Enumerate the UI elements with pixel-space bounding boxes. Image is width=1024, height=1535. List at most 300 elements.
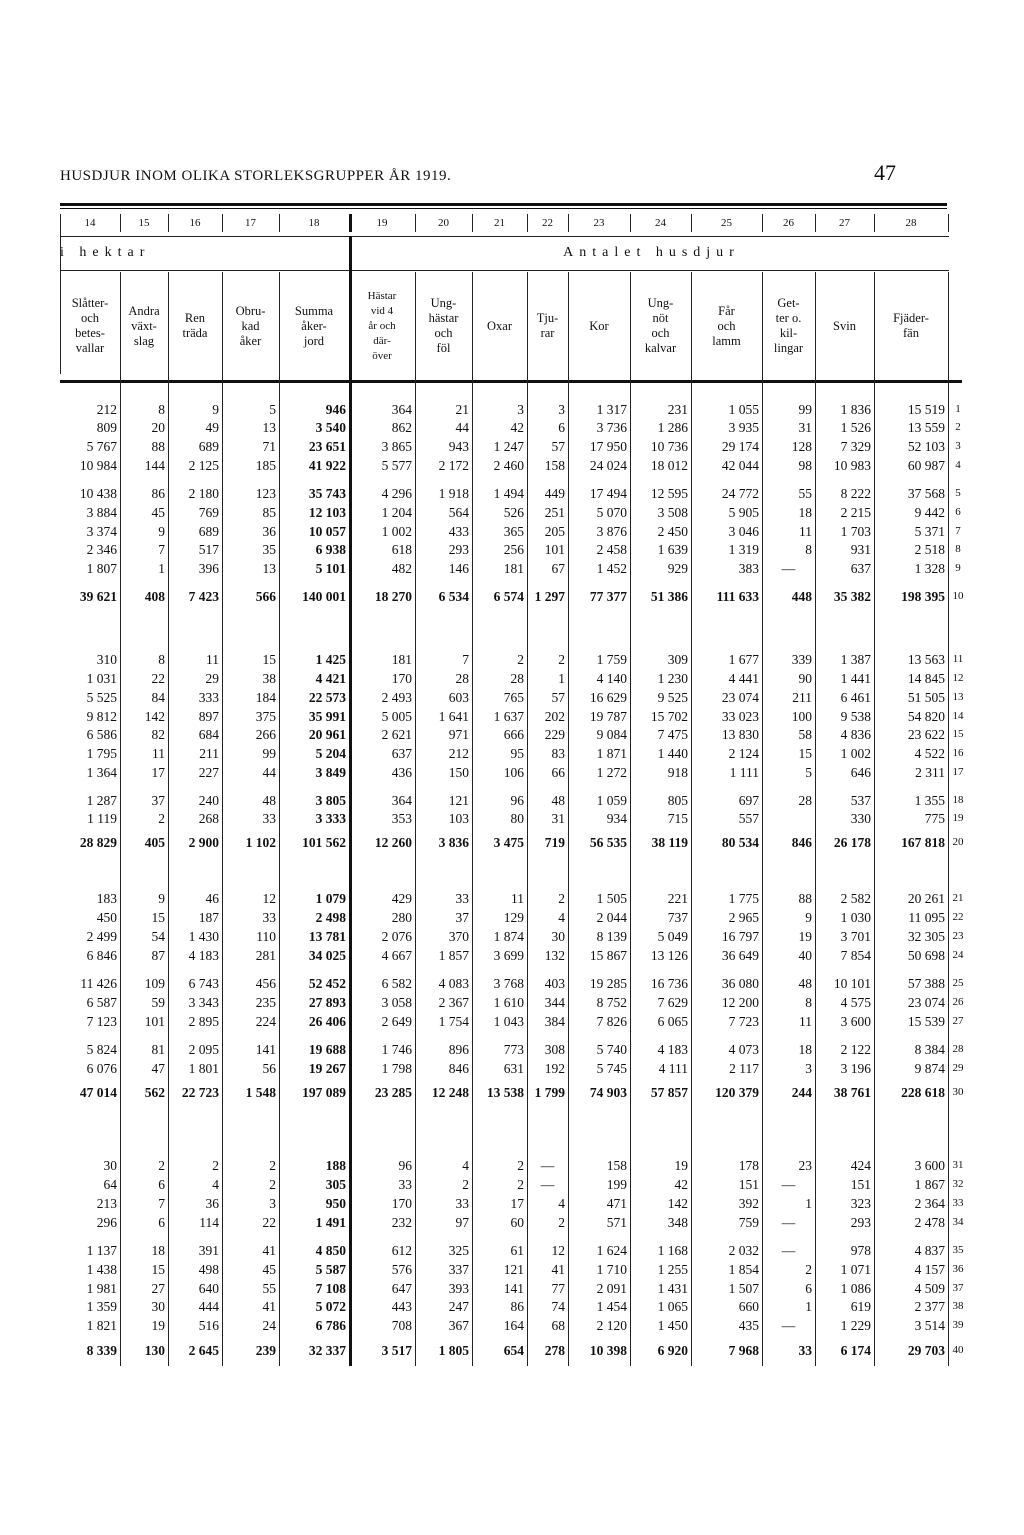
table-cell: 557 <box>738 811 759 826</box>
table-cell: 10 984 <box>79 458 117 473</box>
table-cell: 8 <box>158 652 165 667</box>
table-cell: 17 <box>151 765 165 780</box>
table-cell: 6 <box>805 1281 812 1296</box>
table-cell: 10 101 <box>833 976 871 991</box>
table-cell: 1 <box>558 671 565 686</box>
table-cell: 36 649 <box>721 948 759 963</box>
table-cell: 571 <box>606 1215 627 1230</box>
table-cell: 23 651 <box>308 439 346 454</box>
table-cell: 339 <box>791 652 812 667</box>
table-cell: 110 <box>256 929 276 944</box>
table-cell: 19 285 <box>589 976 627 991</box>
table-cell: 5 101 <box>315 561 346 576</box>
table-cell: 121 <box>448 793 469 808</box>
table-cell: 375 <box>255 709 276 724</box>
row-number: 27 <box>952 1015 964 1027</box>
table-cell: 32 337 <box>308 1343 346 1358</box>
page-number: 47 <box>874 160 896 185</box>
column-rule <box>527 214 528 232</box>
table-cell: 1 204 <box>381 505 412 520</box>
table-cell: 3 046 <box>728 524 759 539</box>
table-cell: 17 494 <box>589 486 627 501</box>
row-number: 36 <box>952 1263 964 1275</box>
table-cell: 1 430 <box>188 929 219 944</box>
table-cell: 205 <box>544 524 565 539</box>
table-cell: — <box>781 1215 796 1230</box>
table-cell: 6 846 <box>86 948 117 963</box>
header-bottom-rule <box>60 380 962 383</box>
table-cell: 1 703 <box>840 524 871 539</box>
table-cell: 2 900 <box>188 835 219 850</box>
table-cell: 38 761 <box>833 1085 871 1100</box>
table-cell: 1 639 <box>657 542 688 557</box>
column-rule <box>120 214 121 232</box>
table-cell: 42 044 <box>721 458 759 473</box>
table-cell: 5 767 <box>86 439 117 454</box>
table-cell: 8 <box>805 542 812 557</box>
table-cell: 637 <box>391 746 412 761</box>
table-cell: 40 <box>798 948 812 963</box>
table-cell: 846 <box>448 1061 469 1076</box>
table-cell: 4 157 <box>914 1262 945 1277</box>
table-row <box>0 1260 1024 1279</box>
table-row <box>0 522 1024 541</box>
table-row <box>0 1316 1024 1335</box>
table-cell: 185 <box>255 458 276 473</box>
row-number: 15 <box>952 728 964 740</box>
table-cell: 60 <box>510 1215 524 1230</box>
table-cell: 13 563 <box>907 652 945 667</box>
table-cell: 1 624 <box>596 1243 627 1258</box>
column-number: 18 <box>308 217 320 229</box>
table-cell: 7 723 <box>728 1014 759 1029</box>
table-cell: 2 <box>158 811 165 826</box>
table-cell: 23 074 <box>907 995 945 1010</box>
table-cell: 61 <box>510 1243 524 1258</box>
table-cell: 2 498 <box>315 910 346 925</box>
table-cell: 12 <box>551 1243 565 1258</box>
table-cell: 1 043 <box>493 1014 524 1029</box>
table-cell: 433 <box>448 524 469 539</box>
table-cell: 95 <box>510 746 524 761</box>
table-cell: 2 120 <box>596 1318 627 1333</box>
table-cell: 2 125 <box>188 458 219 473</box>
table-cell: 28 <box>798 793 812 808</box>
table-cell: 1 491 <box>315 1215 346 1230</box>
table-cell: 403 <box>544 976 565 991</box>
table-row <box>0 650 1024 669</box>
table-cell: — <box>781 1318 796 1333</box>
table-cell: 353 <box>391 811 412 826</box>
table-cell: — <box>781 1177 796 1192</box>
table-cell: 1 286 <box>657 420 688 435</box>
table-cell: 121 <box>503 1262 524 1277</box>
table-cell: 384 <box>544 1014 565 1029</box>
table-cell: 1 255 <box>657 1262 688 1277</box>
table-cell: 684 <box>198 727 219 742</box>
table-cell: 5 905 <box>728 505 759 520</box>
table-cell: 6 076 <box>86 1061 117 1076</box>
table-cell: 11 095 <box>908 910 945 925</box>
column-rule <box>60 214 61 374</box>
table-cell: 19 <box>798 929 812 944</box>
table-cell: 2 895 <box>188 1014 219 1029</box>
table-cell: 123 <box>255 486 276 501</box>
table-cell: 33 023 <box>721 709 759 724</box>
row-number: 34 <box>952 1216 964 1228</box>
table-cell: 202 <box>544 709 565 724</box>
table-cell: 22 <box>151 671 165 686</box>
table-cell: 24 024 <box>589 458 627 473</box>
table-cell: — <box>540 1158 555 1173</box>
table-cell: 15 <box>151 910 165 925</box>
table-cell: 256 <box>503 542 524 557</box>
table-row <box>0 993 1024 1012</box>
table-cell: 2 124 <box>728 746 759 761</box>
column-rule <box>948 214 949 232</box>
table-cell: 897 <box>198 709 219 724</box>
column-header: Tju- rar <box>536 311 559 340</box>
table-cell: 330 <box>850 811 871 826</box>
table-cell: 27 893 <box>308 995 346 1010</box>
table-cell: 3 600 <box>914 1158 945 1173</box>
table-row <box>0 763 1024 782</box>
table-cell: 32 305 <box>907 929 945 944</box>
row-number: 7 <box>955 525 961 537</box>
column-rule <box>472 214 473 232</box>
table-cell: 13 126 <box>650 948 688 963</box>
table-cell: 42 <box>674 1177 688 1192</box>
table-cell: 101 562 <box>302 835 346 850</box>
table-cell: 36 <box>262 524 276 539</box>
row-number: 16 <box>952 747 964 759</box>
table-cell: 1 526 <box>840 420 871 435</box>
table-cell: 227 <box>198 765 219 780</box>
table-cell: 1 111 <box>729 765 759 780</box>
table-cell: 456 <box>255 976 276 991</box>
table-cell: 6 534 <box>438 589 469 604</box>
table-cell: 5 <box>805 765 812 780</box>
table-cell: 23 622 <box>907 727 945 742</box>
table-cell: 96 <box>398 1158 412 1173</box>
table-cell: 88 <box>798 891 812 906</box>
table-cell: 9 525 <box>657 690 688 705</box>
table-cell: 36 <box>205 1196 219 1211</box>
total-row <box>0 587 1024 606</box>
table-cell: 424 <box>850 1158 871 1173</box>
table-cell: 1 297 <box>534 589 565 604</box>
table-cell: 48 <box>551 793 565 808</box>
table-cell: 77 <box>551 1281 565 1296</box>
table-cell: 240 <box>198 793 219 808</box>
table-cell: 4 850 <box>315 1243 346 1258</box>
table-row <box>0 1156 1024 1175</box>
table-cell: 1 168 <box>657 1243 688 1258</box>
table-cell: 1 836 <box>840 402 871 417</box>
table-cell: 1 102 <box>245 835 276 850</box>
table-cell: 9 084 <box>596 727 627 742</box>
column-header: Ren träda <box>182 311 208 340</box>
table-cell: 211 <box>792 690 812 705</box>
column-header: Oxar <box>487 318 512 333</box>
table-cell: 28 <box>510 671 524 686</box>
table-cell: 689 <box>198 524 219 539</box>
table-cell: 13 830 <box>721 727 759 742</box>
table-cell: 3 475 <box>493 835 524 850</box>
table-cell: 213 <box>96 1196 117 1211</box>
top-rule <box>60 203 947 206</box>
total-row <box>0 833 1024 852</box>
column-header: Ung- hästar och föl <box>428 296 459 355</box>
row-number: 26 <box>952 996 964 1008</box>
table-cell: 68 <box>551 1318 565 1333</box>
table-cell: 221 <box>667 891 688 906</box>
table-cell: 129 <box>503 910 524 925</box>
table-cell: 60 987 <box>907 458 945 473</box>
table-cell: 1 494 <box>493 486 524 501</box>
table-cell: 9 442 <box>914 505 945 520</box>
table-cell: 12 103 <box>308 505 346 520</box>
table-cell: 120 379 <box>715 1085 759 1100</box>
column-number: 17 <box>245 217 256 229</box>
table-cell: 3 <box>558 402 565 417</box>
table-cell: 2 311 <box>915 765 945 780</box>
table-cell: 6 065 <box>657 1014 688 1029</box>
table-cell: 187 <box>198 910 219 925</box>
table-cell: 50 698 <box>907 948 945 963</box>
table-cell: 3 343 <box>188 995 219 1010</box>
table-cell: 151 <box>850 1177 871 1192</box>
table-cell: 2 377 <box>914 1299 945 1314</box>
row-number: 38 <box>952 1300 964 1312</box>
table-cell: 18 <box>151 1243 165 1258</box>
table-cell: 51 386 <box>650 589 688 604</box>
table-cell: 896 <box>448 1042 469 1057</box>
table-cell: 1 230 <box>657 671 688 686</box>
table-cell: 1 425 <box>315 652 346 667</box>
table-cell: 71 <box>262 439 276 454</box>
table-row <box>0 1213 1024 1232</box>
column-rule <box>691 214 692 232</box>
table-cell: 4 522 <box>914 746 945 761</box>
table-cell: 41 <box>262 1243 276 1258</box>
table-cell: 11 <box>511 891 524 906</box>
total-row <box>0 1341 1024 1360</box>
table-cell: 631 <box>503 1061 524 1076</box>
table-cell: 10 057 <box>308 524 346 539</box>
column-header: Summa åker- jord <box>294 303 334 348</box>
table-cell: 17 950 <box>589 439 627 454</box>
table-cell: 2 478 <box>914 1215 945 1230</box>
table-cell: 4 441 <box>728 671 759 686</box>
column-rule <box>630 214 631 232</box>
header-divider-1 <box>60 236 949 237</box>
table-cell: 58 <box>798 727 812 742</box>
table-cell: 15 867 <box>589 948 627 963</box>
table-cell: 333 <box>198 690 219 705</box>
table-cell: 52 103 <box>907 439 945 454</box>
table-cell: 325 <box>448 1243 469 1258</box>
table-cell: 4 <box>212 1177 219 1192</box>
table-cell: 30 <box>551 929 565 944</box>
table-cell: 2 091 <box>596 1281 627 1296</box>
table-cell: 57 388 <box>907 976 945 991</box>
table-cell: 3 884 <box>86 505 117 520</box>
table-cell: 1 641 <box>438 709 469 724</box>
table-cell: 199 <box>606 1177 627 1192</box>
table-cell: 1 874 <box>493 929 524 944</box>
table-cell: 20 261 <box>907 891 945 906</box>
table-cell: 22 573 <box>308 690 346 705</box>
table-cell: 97 <box>455 1215 469 1230</box>
table-cell: 21 <box>455 402 469 417</box>
table-cell: 1 137 <box>86 1243 117 1258</box>
table-cell: 4 575 <box>840 995 871 1010</box>
table-cell: 35 743 <box>308 486 346 501</box>
table-cell: 3 699 <box>493 948 524 963</box>
table-cell: 296 <box>96 1215 117 1230</box>
table-cell: 429 <box>391 891 412 906</box>
table-cell: 737 <box>667 910 688 925</box>
table-cell: 23 074 <box>721 690 759 705</box>
table-cell: 918 <box>667 765 688 780</box>
table-cell: 212 <box>448 746 469 761</box>
table-cell: 6 743 <box>188 976 219 991</box>
table-cell: 9 <box>212 402 219 417</box>
table-cell: 15 539 <box>907 1014 945 1029</box>
table-cell: 2 <box>558 891 565 906</box>
table-cell: 323 <box>850 1196 871 1211</box>
table-cell: 235 <box>255 995 276 1010</box>
table-cell: 212 <box>96 402 117 417</box>
row-number: 6 <box>955 506 961 518</box>
table-row <box>0 540 1024 559</box>
table-cell: 308 <box>544 1042 565 1057</box>
table-cell: 1 677 <box>728 652 759 667</box>
table-cell: 660 <box>738 1299 759 1314</box>
table-cell: 1 002 <box>840 746 871 761</box>
column-number: 27 <box>839 217 850 229</box>
table-cell: 8 <box>805 995 812 1010</box>
table-cell: 36 080 <box>721 976 759 991</box>
table-cell: 6 574 <box>493 589 524 604</box>
table-cell: 2 518 <box>914 542 945 557</box>
table-cell: 140 001 <box>302 589 346 604</box>
table-cell: 2 044 <box>596 910 627 925</box>
row-number: 28 <box>952 1043 964 1055</box>
table-cell: 96 <box>510 793 524 808</box>
column-header: Andra växt- slag <box>128 303 160 348</box>
column-rule <box>349 214 352 232</box>
table-cell: 41 <box>262 1299 276 1314</box>
table-cell: 19 <box>674 1158 688 1173</box>
table-cell: 3 <box>517 402 524 417</box>
table-cell: 2 499 <box>86 929 117 944</box>
table-cell: 38 <box>262 671 276 686</box>
table-row <box>0 791 1024 810</box>
table-cell: 5 745 <box>596 1061 627 1076</box>
table-cell: 266 <box>255 727 276 742</box>
table-cell: 48 <box>262 793 276 808</box>
table-cell: 188 <box>325 1158 346 1173</box>
table-cell: 1 799 <box>534 1085 565 1100</box>
table-cell: 846 <box>791 835 812 850</box>
table-cell: 12 260 <box>374 835 412 850</box>
table-cell: 1 452 <box>596 561 627 576</box>
table-cell: 12 <box>262 891 276 906</box>
table-cell: 231 <box>667 402 688 417</box>
table-cell: 348 <box>667 1215 688 1230</box>
table-cell: 2 180 <box>188 486 219 501</box>
row-number: 35 <box>952 1244 964 1256</box>
table-cell: 7 475 <box>657 727 688 742</box>
table-cell: 1 854 <box>728 1262 759 1277</box>
table-cell: 18 012 <box>650 458 688 473</box>
table-cell: 603 <box>448 690 469 705</box>
table-cell: 30 <box>151 1299 165 1314</box>
table-cell: 18 <box>798 1042 812 1057</box>
table-cell: 8 384 <box>914 1042 945 1057</box>
table-row <box>0 418 1024 437</box>
table-cell: 309 <box>667 652 688 667</box>
table-cell: 10 398 <box>589 1343 627 1358</box>
table-cell: 2 215 <box>840 505 871 520</box>
table-cell: 1 065 <box>657 1299 688 1314</box>
table-cell: 576 <box>391 1262 412 1277</box>
table-row <box>0 927 1024 946</box>
table-cell: 408 <box>144 589 165 604</box>
table-cell: 66 <box>551 765 565 780</box>
table-cell: 978 <box>850 1243 871 1258</box>
column-header: Fjäder- fän <box>893 311 929 340</box>
table-cell: — <box>781 1243 796 1258</box>
table-cell: 229 <box>544 727 565 742</box>
table-row <box>0 744 1024 763</box>
top-rule-thin <box>60 208 947 209</box>
table-cell: 251 <box>544 505 565 520</box>
table-cell: 1 071 <box>840 1262 871 1277</box>
table-cell: 4 836 <box>840 727 871 742</box>
table-cell: 2 649 <box>381 1014 412 1029</box>
table-cell: 666 <box>503 727 524 742</box>
table-cell: 435 <box>738 1318 759 1333</box>
table-cell: 809 <box>96 420 117 435</box>
table-cell: 1 710 <box>596 1262 627 1277</box>
table-cell: 1 441 <box>840 671 871 686</box>
table-row <box>0 559 1024 578</box>
table-cell: 7 108 <box>315 1281 346 1296</box>
table-cell: 109 <box>144 976 165 991</box>
table-cell: 9 <box>158 524 165 539</box>
table-cell: 3 805 <box>315 793 346 808</box>
table-cell: 15 702 <box>650 709 688 724</box>
table-cell: 15 519 <box>907 402 945 417</box>
table-cell: 1 438 <box>86 1262 117 1277</box>
table-cell: 612 <box>391 1243 412 1258</box>
row-number: 19 <box>952 812 964 824</box>
table-cell: 4 073 <box>728 1042 759 1057</box>
table-cell: 74 <box>551 1299 565 1314</box>
total-row <box>0 1083 1024 1102</box>
table-cell: 2 <box>558 652 565 667</box>
table-cell: 4 667 <box>381 948 412 963</box>
table-cell: 12 595 <box>650 486 688 501</box>
table-cell: 1 287 <box>86 793 117 808</box>
table-cell: 8 139 <box>596 929 627 944</box>
table-cell: 114 <box>199 1215 219 1230</box>
table-cell: 1 795 <box>86 746 117 761</box>
table-cell: 28 <box>455 671 469 686</box>
